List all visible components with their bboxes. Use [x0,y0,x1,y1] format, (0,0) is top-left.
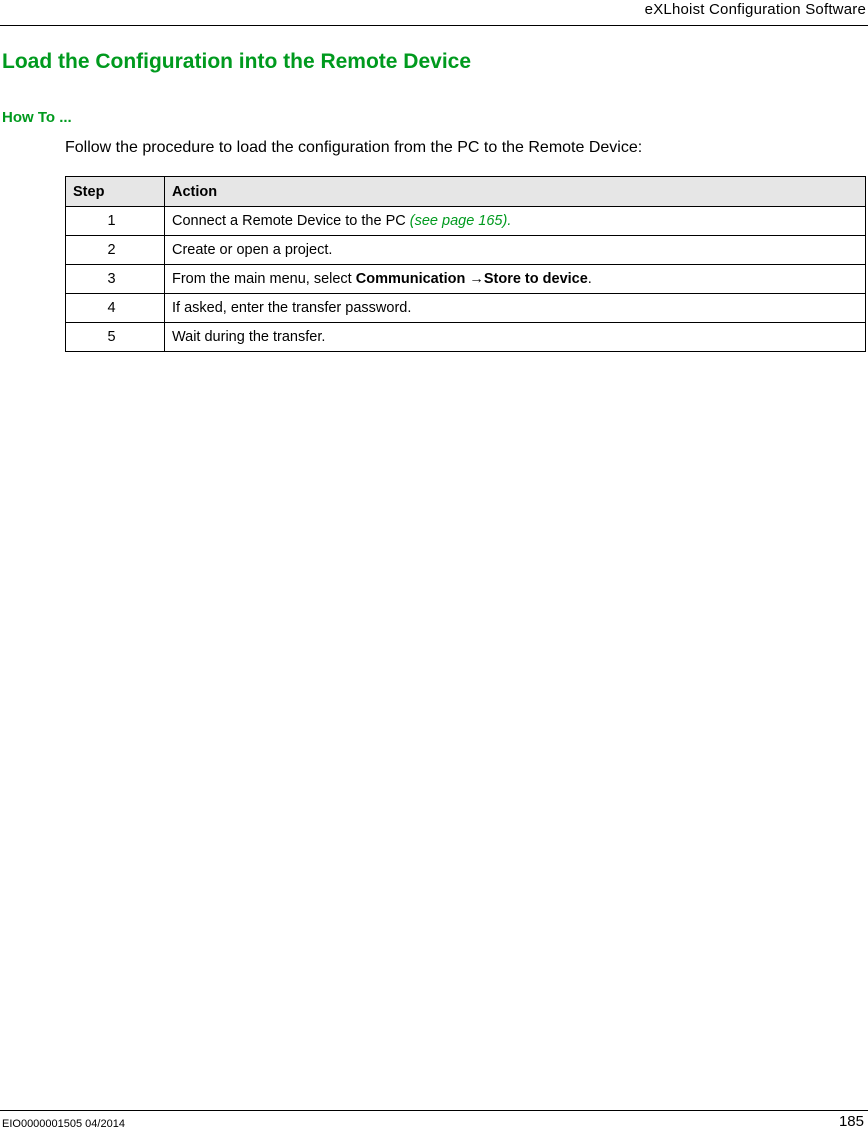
step-action: Wait during the transfer. [165,323,866,352]
table-row [66,236,866,265]
action-text: Connect a Remote Device to the PC [172,213,410,229]
table-row [66,207,866,236]
step-action [165,265,866,294]
page-title: Load the Configuration into the Remote Device [2,50,472,73]
column-header-step: Step [66,177,165,207]
link-open-paren: ( [409,213,415,229]
step-number: 5 [66,323,165,352]
running-header: eXLhoist Configuration Software [644,1,866,18]
table-row [66,294,866,323]
action-text: From the main menu, select [172,271,356,287]
see-page-link[interactable]: see page 165 [414,213,503,229]
step-number: 4 [66,294,165,323]
step-action: If asked, enter the transfer password. [165,294,866,323]
intro-text: Follow the procedure to load the configuration from the PC to the Remote Device: [65,139,643,156]
section-subheading: How To ... [2,109,72,126]
menu-arrow: → [465,271,484,287]
footer-rule [0,1110,868,1111]
menu-item-store-to-device: Store to device [483,271,588,287]
table-header-row [66,177,866,207]
table-row [66,265,866,294]
step-number: 3 [66,265,165,294]
column-header-action: Action [165,177,866,207]
step-action: Create or open a project. [165,236,866,265]
document-id: EIO0000001505 04/2014 [2,1118,125,1130]
table-row [66,323,866,352]
link-close-paren: ). [502,213,512,229]
step-action [165,207,866,236]
header-rule [0,25,868,26]
menu-item-communication: Communication [355,271,466,287]
page-number: 185 [838,1113,864,1130]
step-number: 2 [66,236,165,265]
action-text-end: . [587,271,592,287]
step-number: 1 [66,207,165,236]
procedure-table [65,176,866,352]
